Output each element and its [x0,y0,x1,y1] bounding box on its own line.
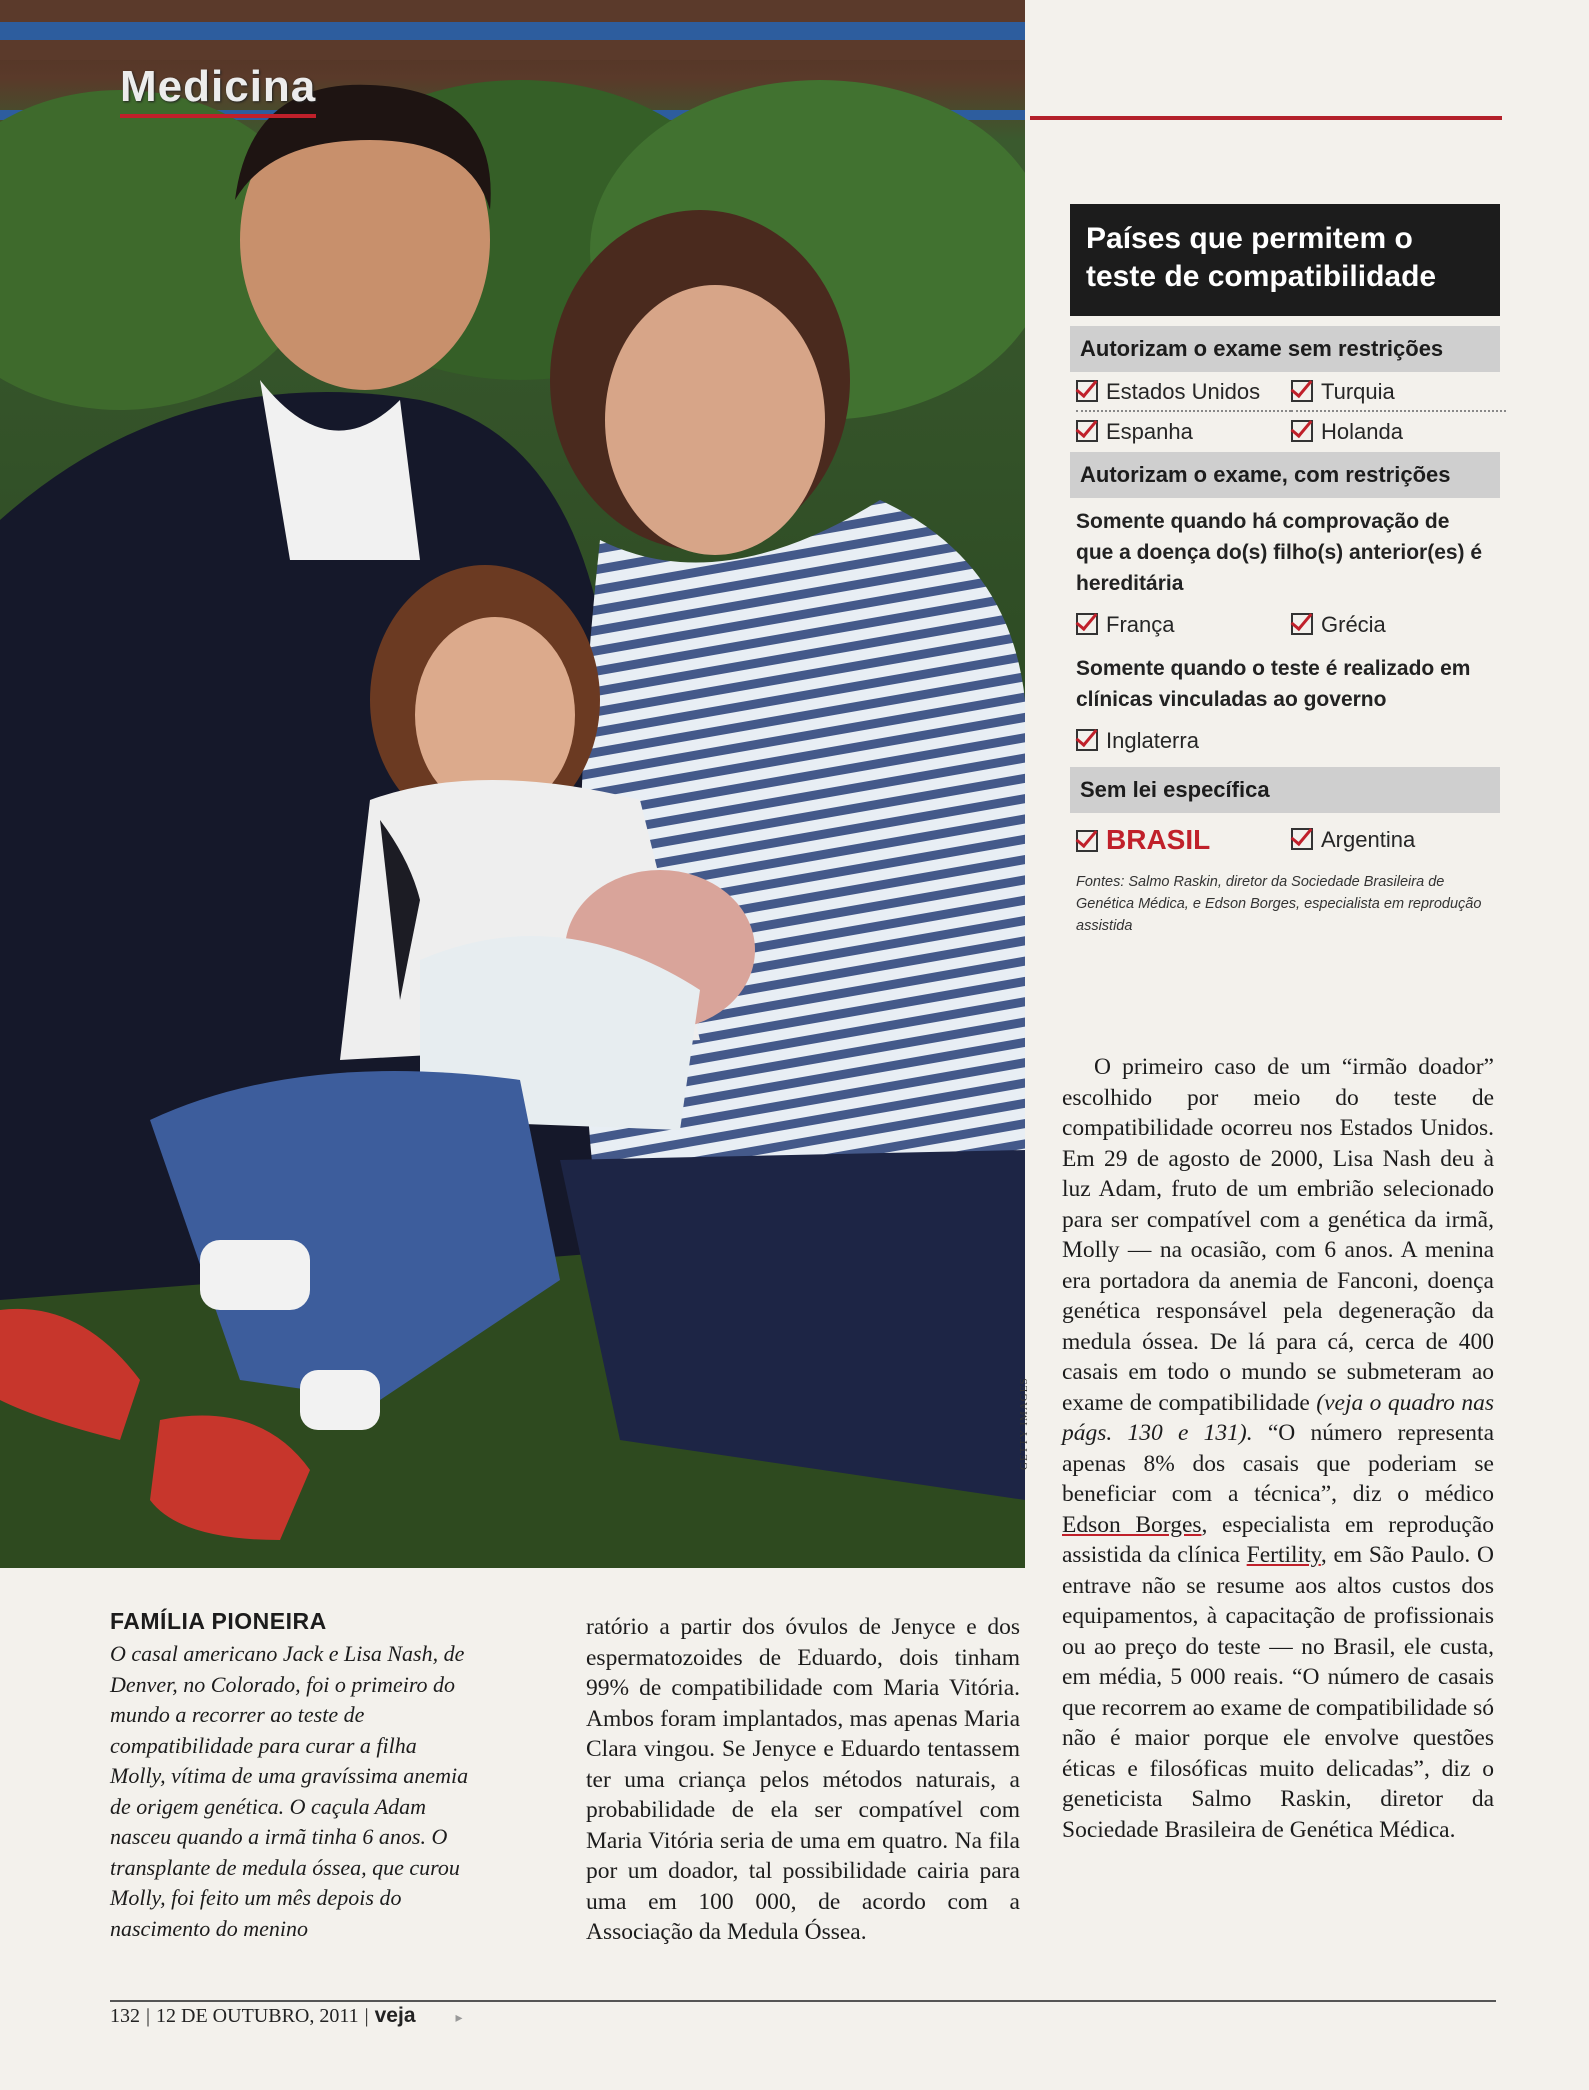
country-item: Turquia [1291,372,1506,412]
country-item: Grécia [1291,605,1506,645]
group-no-law-list [1070,817,1500,863]
person-name-link: Edson Borges [1062,1511,1202,1538]
caption-text: O casal americano Jack e Lisa Nash, de Denver, no Colorado, foi o primeiro do mundo a recorrer ao teste de compatibilidade para curar a filha Molly, vítima de uma gravíssima anemia de origem genética. O caçula Adam nasceu quando a irmã tinha 6 anos. O transplante de medula óssea, que curou Molly, foi feito um mês depois do nascimento do menino [110,1641,469,1941]
magazine-logo: veja [374,2004,416,2027]
country-item: Holanda [1291,412,1506,452]
country-item-brasil: BRASIL [1076,817,1291,863]
group-unrestricted-header: Autorizam o exame sem restrições [1070,326,1500,372]
restriction-note-government: Somente quando o teste é realizado em clínicas vinculadas ao governo [1076,657,1471,711]
checkmark-icon [1076,830,1098,852]
sidebar-title-line1: Países que permitem o [1086,222,1413,255]
country-item: Espanha [1076,412,1291,452]
group-restricted-list-2 [1070,721,1500,761]
header-rule [1030,116,1502,120]
family-photo [0,0,1025,1568]
sidebar-title [1070,204,1500,316]
group-unrestricted-list [1070,372,1500,452]
checkmark-icon [1076,729,1098,751]
country-item: Inglaterra [1076,721,1291,761]
cross-reference: (veja o quadro nas págs. 130 e 131). [1062,1389,1495,1446]
family-photo-illustration [0,0,1025,1568]
group-no-law-header: Sem lei específica [1070,767,1500,813]
compatibility-sidebar [1070,204,1500,937]
caption-heading: FAMÍLIA PIONEIRA [110,1608,327,1634]
page-footer: 132 | 12 DE OUTUBRO, 2011 | veja ▸ [110,2004,463,2027]
article-right-column [1062,1052,1494,1845]
issue-date: 12 DE OUTUBRO, 2011 [156,2005,359,2027]
photo-credit: GETTY IMAGES [1018,1377,1030,1470]
country-item: Argentina [1291,817,1506,863]
checkmark-icon [1291,828,1313,850]
checkmark-icon [1291,420,1313,442]
footer-rule [110,2000,1496,2002]
checkmark-icon [1076,613,1098,635]
sidebar-sources: Fontes: Salmo Raskin, diretor da Sociedade Brasileira de Genética Médica, e Edson Borges, especialista em reprodução assistida [1076,874,1482,934]
sidebar-title-line2: teste de compatibilidade [1086,260,1437,293]
section-label: Medicina [120,62,316,118]
article-middle-column: ratório a partir dos óvulos de Jenyce e dos espermatozoides de Eduardo, dois tinham 99% de compatibilidade com Maria Vitória. Ambos foram implantados, mas apenas Maria Clara vingou. Se Jenyce e Eduardo tentassem ter uma criança pelos métodos naturais, a probabilidade de ela ser compatível com Maria Vitória seria de uma em quatro. Na fila por um doador, tal possibilidade cairia para uma em 100 000, de acordo com a Associação da Medula Óssea. [586,1614,1020,1945]
checkmark-icon [1291,380,1313,402]
checkmark-icon [1076,420,1098,442]
checkmark-icon [1291,613,1313,635]
photo-caption [110,1608,470,1944]
country-item: Estados Unidos [1076,372,1291,412]
arrow-icon: ▸ [455,2011,463,2026]
page-number: 132 [110,2005,140,2027]
article-paragraph: O primeiro caso de um “irmão doador” escolhido por meio do teste de compatibilidade ocorreu nos Estados Unidos. Em 29 de agosto de 2000, Lisa Nash deu à luz Adam, fruto de um embrião selecionado para ser compatível com a genética da irmã, Molly — na ocasião, com 6 anos. A menina era portadora da anemia de Fanconi, doença genética responsável pela degeneração da medula óssea. De lá para cá, cerca de 400 casais em todo o mundo se submeteram ao exame de compatibilidade (veja o quadro nas págs. 130 e 131). “O número representa apenas 8% dos casais que poderiam se beneficiar com a técnica”, diz o médico Edson Borges, especialista em reprodução assistida da clínica Fertility, em São Paulo. O entrave não se resume aos altos custos dos equipamentos, à capacitação de profissionais ou ao preço do teste — no Brasil, ele custa, em média, 5 000 reais. “O número de casais que recorrem ao exame de compatibilidade só não é maior porque ele envolve questões éticas e filosóficas muito delicadas”, diz o geneticista Salmo Raskin, diretor da Sociedade Brasileira de Genética Médica. [1062,1054,1495,1843]
restriction-note-hereditary: Somente quando há comprovação de que a doença do(s) filho(s) anterior(es) é hereditária [1076,510,1483,595]
country-item: França [1076,605,1291,645]
clinic-name-link: Fertility [1246,1542,1321,1568]
checkmark-icon [1076,380,1098,402]
group-restricted-header: Autorizam o exame, com restrições [1070,452,1500,498]
group-restricted-list-1 [1070,605,1500,645]
